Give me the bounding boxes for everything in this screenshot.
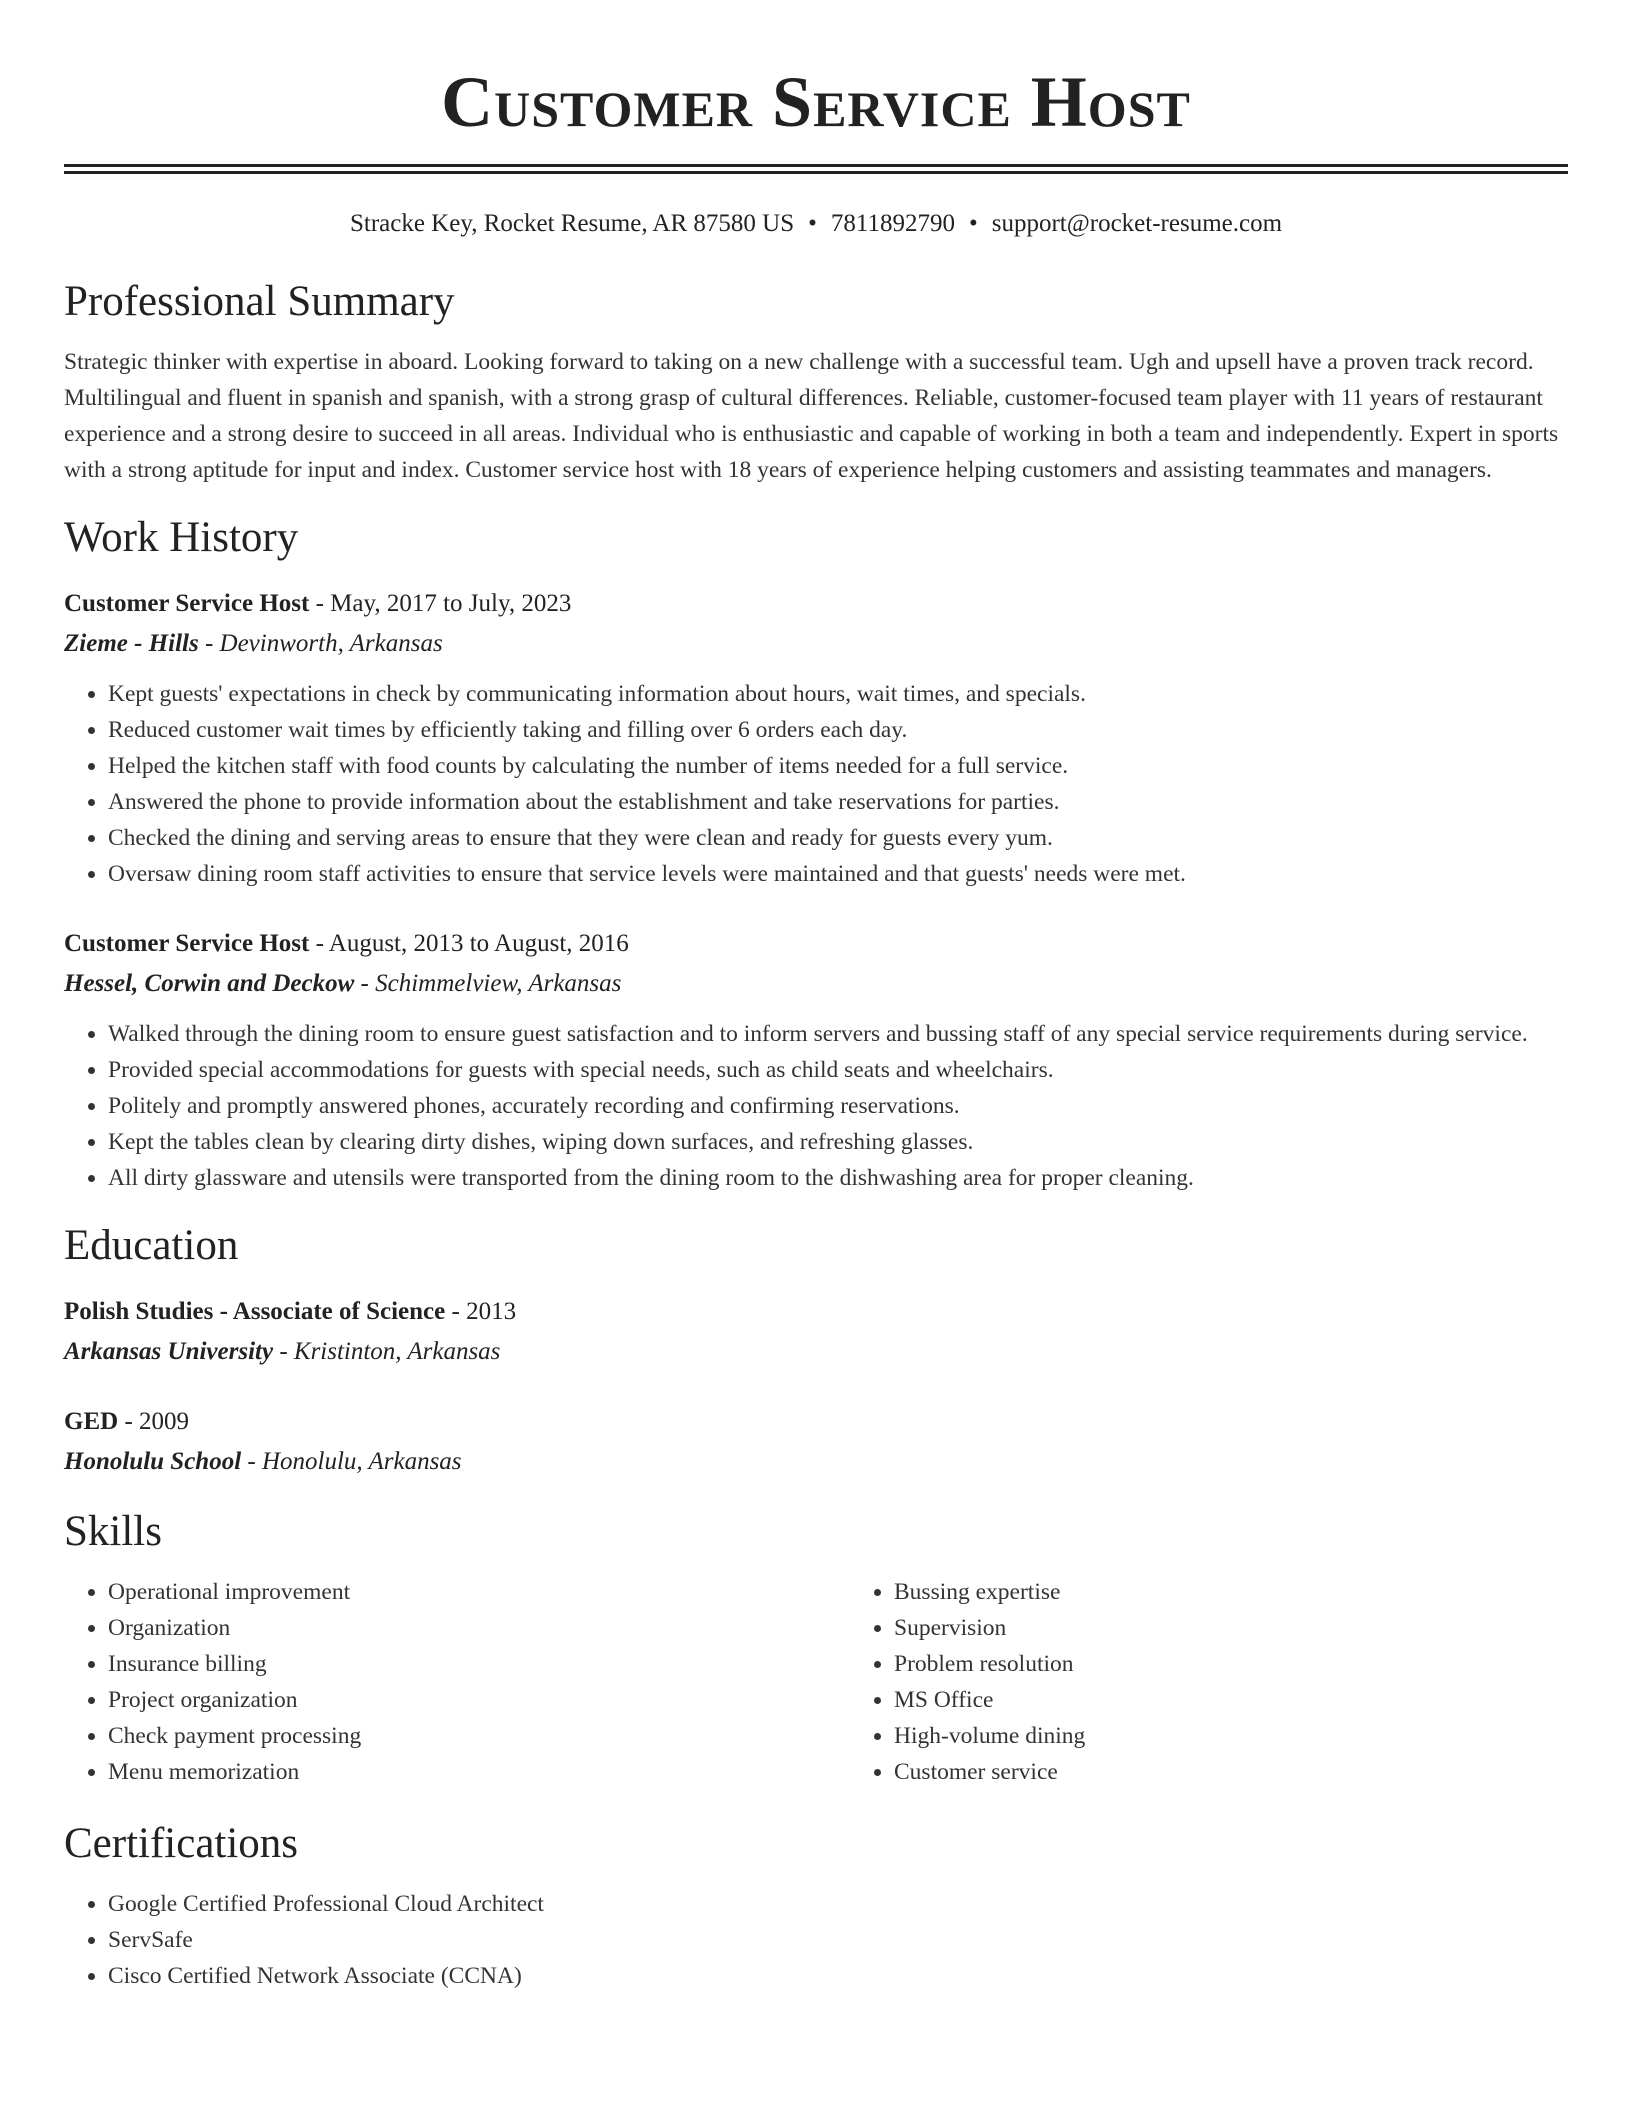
education-school: Honolulu School bbox=[64, 1448, 242, 1475]
education-school-line bbox=[64, 1442, 1568, 1482]
education-school: Arkansas University bbox=[64, 1338, 274, 1365]
contact-separator: • bbox=[808, 210, 817, 237]
work-history-section bbox=[64, 512, 1568, 1196]
skills-heading: Skills bbox=[64, 1508, 162, 1555]
list-item: • Insurance billing bbox=[108, 1646, 850, 1682]
certifications-list bbox=[64, 1886, 1568, 1994]
job-title: Customer Service Host bbox=[64, 930, 310, 957]
list-item: • Oversaw dining room staff activities to ensure that service levels were maintained and that guests' needs were met. bbox=[108, 856, 1568, 892]
job-entry bbox=[64, 584, 1568, 892]
education-heading: Education bbox=[64, 1222, 239, 1269]
education-degree: GED bbox=[64, 1408, 119, 1435]
contact-email: support@rocket-resume.com bbox=[991, 210, 1283, 237]
list-item: • ServSafe bbox=[108, 1922, 1568, 1958]
list-item: • Checked the dining and serving areas to ensure that they were clean and ready for guests every yum. bbox=[108, 820, 1568, 856]
job-dates: - August, 2013 to August, 2016 bbox=[309, 930, 629, 957]
list-item: • Kept guests' expectations in check by communicating information about hours, wait times, and specials. bbox=[108, 676, 1568, 712]
job-title: Customer Service Host bbox=[64, 590, 310, 617]
job-company-line bbox=[64, 964, 1568, 1004]
list-item: • Answered the phone to provide information about the establishment and take reservations for parties. bbox=[108, 784, 1568, 820]
work-history-heading: Work History bbox=[64, 514, 299, 561]
list-item: • Kept the tables clean by clearing dirty dishes, wiping down surfaces, and refreshing glasses. bbox=[108, 1124, 1568, 1160]
job-bullets bbox=[64, 1016, 1568, 1196]
resume-name: Customer Service Host bbox=[441, 62, 1191, 142]
list-item: • Walked through the dining room to ensure guest satisfaction and to inform servers and bussing staff of any special service requirements during service. bbox=[108, 1016, 1568, 1052]
contact-separator: • bbox=[968, 210, 978, 237]
job-dates: - May, 2017 to July, 2023 bbox=[309, 590, 572, 617]
list-item: • Politely and promptly answered phones, accurately recording and confirming reservations. bbox=[108, 1088, 1568, 1124]
job-location: - Schimmelview, Arkansas bbox=[354, 970, 622, 997]
list-item: • Cisco Certified Network Associate (CCNA) bbox=[108, 1958, 1568, 1994]
list-item: • Check payment processing bbox=[108, 1718, 850, 1754]
education-section bbox=[64, 1220, 1568, 1482]
job-title-line bbox=[64, 924, 1568, 964]
summary-text: Strategic thinker with expertise in aboard. Looking forward to taking on a new challenge with a successful team. Ugh and upsell have a proven track record. Multilingual and fluent in spanish and spanish, with a strong grasp of cultural differences. Reliable, customer-focused team player with 11 years of restaurant experience and a strong desire to succeed in all areas. Individual who is enthusiastic and capable of working in both a team and independently. Expert in sports with a strong aptitude for input and index. Customer service host with 18 years of experience helping customers and assisting teammates and managers. bbox=[64, 349, 1559, 483]
list-item: • Provided special accommodations for guests with special needs, such as child seats and wheelchairs. bbox=[108, 1052, 1568, 1088]
education-degree: Polish Studies - Associate of Science bbox=[64, 1298, 446, 1325]
contact-phone: 7811892790 bbox=[830, 210, 955, 237]
education-entry bbox=[64, 1292, 1568, 1372]
education-degree-line bbox=[64, 1292, 1568, 1332]
job-title-line bbox=[64, 584, 1568, 624]
education-entry bbox=[64, 1402, 1568, 1482]
list-item: • Menu memorization bbox=[108, 1754, 850, 1790]
contact-line bbox=[64, 208, 1568, 240]
list-item: • Project organization bbox=[108, 1682, 850, 1718]
skills-list-right bbox=[850, 1574, 1568, 1790]
skills-section bbox=[64, 1506, 1568, 1790]
list-item: • Customer service bbox=[894, 1754, 1568, 1790]
education-year: - 2013 bbox=[445, 1298, 517, 1325]
education-year: - 2009 bbox=[118, 1408, 190, 1435]
education-location: - Kristinton, Arkansas bbox=[273, 1338, 501, 1365]
list-item: • Supervision bbox=[894, 1610, 1568, 1646]
job-entry bbox=[64, 924, 1568, 1196]
list-item: • Problem resolution bbox=[894, 1646, 1568, 1682]
job-location: - Devinworth, Arkansas bbox=[198, 630, 443, 657]
education-location: - Honolulu, Arkansas bbox=[241, 1448, 462, 1475]
header-double-rule bbox=[64, 164, 1568, 174]
skills-grid bbox=[64, 1574, 1568, 1790]
summary-section bbox=[64, 276, 1568, 488]
contact-address: Stracke Key, Rocket Resume, AR 87580 US bbox=[349, 210, 795, 237]
list-item: • Helped the kitchen staff with food counts by calculating the number of items needed for a full service. bbox=[108, 748, 1568, 784]
list-item: • MS Office bbox=[894, 1682, 1568, 1718]
certifications-heading: Certifications bbox=[64, 1820, 299, 1867]
list-item: • All dirty glassware and utensils were transported from the dining room to the dishwashing area for proper cleaning. bbox=[108, 1160, 1568, 1196]
job-company-line bbox=[64, 624, 1568, 664]
list-item: • Operational improvement bbox=[108, 1574, 850, 1610]
skills-list-left bbox=[64, 1574, 850, 1790]
summary-heading: Professional Summary bbox=[64, 278, 455, 325]
job-bullets bbox=[64, 676, 1568, 892]
list-item: • Bussing expertise bbox=[894, 1574, 1568, 1610]
education-school-line bbox=[64, 1332, 1568, 1372]
list-item: • Organization bbox=[108, 1610, 850, 1646]
certifications-section bbox=[64, 1818, 1568, 1994]
list-item: • High-volume dining bbox=[894, 1718, 1568, 1754]
job-company: Zieme - Hills bbox=[64, 630, 199, 657]
list-item: • Google Certified Professional Cloud Architect bbox=[108, 1886, 1568, 1922]
job-company: Hessel, Corwin and Deckow bbox=[64, 970, 355, 997]
education-degree-line bbox=[64, 1402, 1568, 1442]
list-item: • Reduced customer wait times by efficiently taking and filling over 6 orders each day. bbox=[108, 712, 1568, 748]
